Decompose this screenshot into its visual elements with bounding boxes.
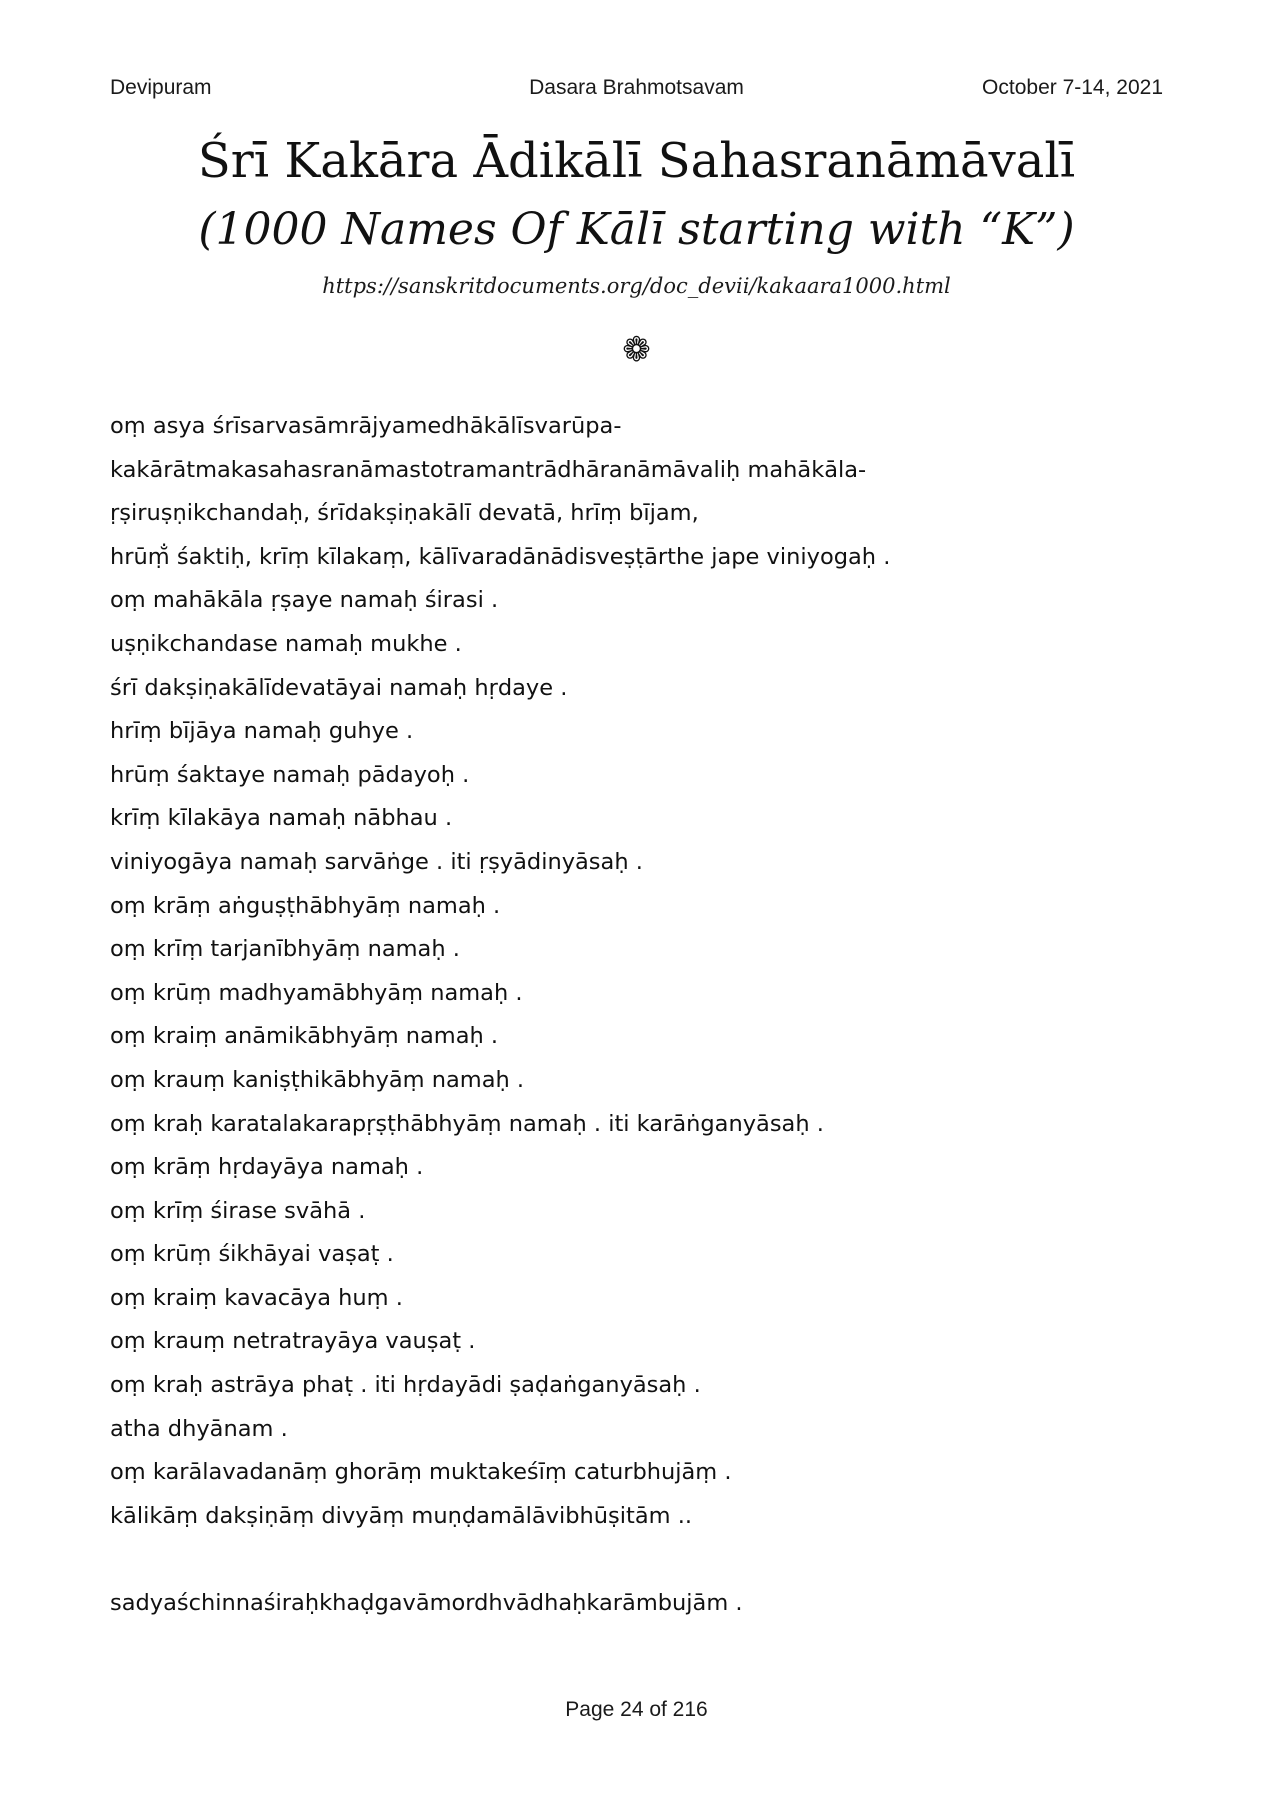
- text-line: oṃ karālavadanāṃ ghorāṃ muktakeśīṃ caturbhujāṃ .: [110, 1459, 732, 1486]
- page-number: Page 24 of 216: [565, 1698, 708, 1721]
- document-subtitle: (1000 Names Of Kālī starting with “K”): [198, 204, 1075, 255]
- text-line: oṃ krāṃ aṅguṣṭhābhyāṃ namaḥ .: [110, 892, 501, 919]
- text-line: oṃ kraḥ astrāya phaṭ . iti hṛdayādi ṣaḍaṅganyāsaḥ .: [110, 1372, 701, 1399]
- text-line: atha dhyānam .: [110, 1415, 288, 1442]
- text-line: oṃ krauṃ netratrayāya vauṣaṭ .: [110, 1328, 476, 1355]
- header-right-text: October 7-14, 2021: [982, 76, 1163, 99]
- text-line: kālikāṃ dakṣiṇāṃ divyāṃ muṇḍamālāvibhūṣitām ..: [110, 1502, 693, 1529]
- text-line: hrūṃ śaktaye namaḥ pādayoḥ .: [110, 761, 470, 788]
- text-line: krīṃ kīlakāya namaḥ nābhau .: [110, 805, 453, 832]
- text-line: oṃ mahākāla ṛṣaye namaḥ śirasi .: [110, 587, 499, 614]
- text-line: hrīṃ bījāya namaḥ guhye .: [110, 718, 414, 745]
- text-line: oṃ krīṃ tarjanībhyāṃ namaḥ .: [110, 936, 460, 963]
- text-line: oṃ krauṃ kaniṣṭhikābhyāṃ namaḥ .: [110, 1066, 525, 1093]
- text-line: oṃ krūṃ madhyamābhyāṃ namaḥ .: [110, 979, 523, 1006]
- document-title: Śrī Kakāra Ādikālī Sahasranāmāvalī: [197, 133, 1076, 189]
- text-line: hrūṃ̐ śaktiḥ, krīṃ kīlakaṃ, kālīvaradānādisveṣṭārthe jape viniyogaḥ .: [110, 543, 891, 570]
- text-line: oṃ kraiṃ anāmikābhyāṃ namaḥ .: [110, 1023, 499, 1050]
- page-header: [110, 76, 1163, 106]
- text-line: oṃ kraiṃ kavacāya huṃ .: [110, 1284, 403, 1311]
- text-line: oṃ krūṃ śikhāyai vaṣaṭ .: [110, 1241, 394, 1268]
- text-line: śrī dakṣiṇakālīdevatāyai namaḥ hṛdaye .: [110, 674, 568, 701]
- source-url: https://sanskritdocuments.org/doc_devii/kakaara1000.html: [322, 274, 951, 298]
- blank-line: [110, 1538, 1170, 1582]
- flower-icon: ❁: [622, 330, 651, 370]
- text-line: oṃ krāṃ hṛdayāya namaḥ .: [110, 1154, 424, 1181]
- text-line: oṃ krīṃ śirase svāhā .: [110, 1197, 366, 1224]
- header-left-text: Devipuram: [110, 76, 212, 99]
- text-line: viniyogāya namaḥ sarvāṅge . iti ṛṣyādinyāsaḥ .: [110, 848, 643, 875]
- text-body: [110, 405, 1170, 1626]
- text-line: oṃ kraḥ karatalakarapṛṣṭhābhyāṃ namaḥ . iti karāṅganyāsaḥ .: [110, 1110, 824, 1137]
- text-line: uṣṇikchandase namaḥ mukhe .: [110, 630, 462, 657]
- text-line: sadyaśchinnaśiraḥkhaḍgavāmordhvādhaḥkarāmbujām .: [110, 1590, 743, 1617]
- text-line: oṃ asya śrīsarvasāmrājyamedhākālīsvarūpa-: [110, 413, 622, 439]
- header-center-text: Dasara Brahmotsavam: [529, 76, 744, 99]
- text-line: ṛṣiruṣṇikchandaḥ, śrīdakṣiṇakālī devatā, hrīṃ bījam,: [110, 500, 699, 527]
- text-line: kakārātmakasahasranāmastotramantrādhāranāmāvaliḥ mahākāla-: [110, 456, 867, 483]
